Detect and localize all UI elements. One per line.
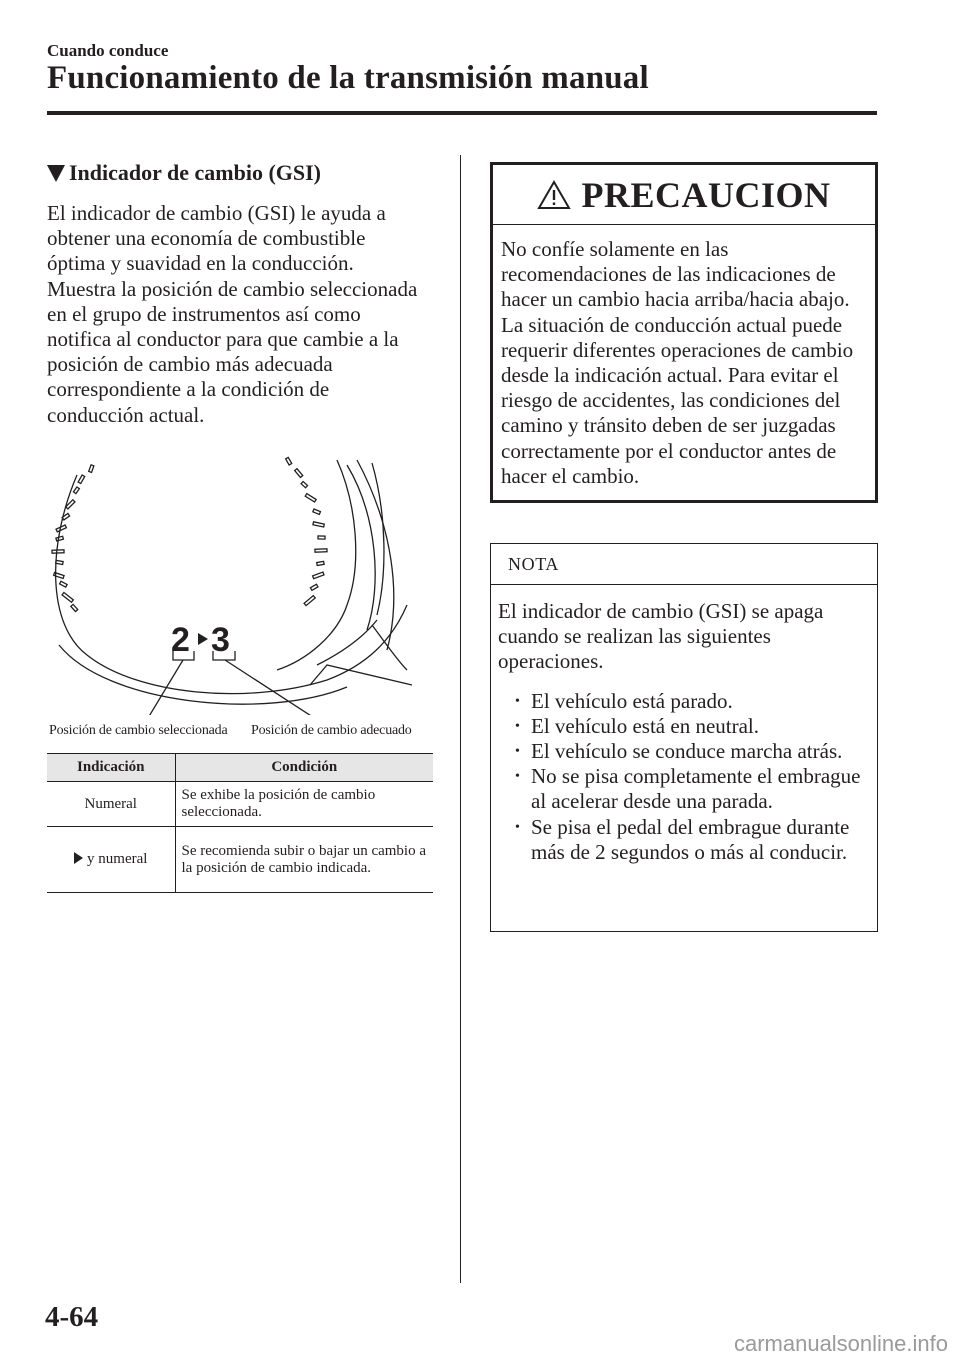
list-item: • El vehículo se conduce marcha atrás. xyxy=(515,739,877,764)
list-item: • El vehículo está parado. xyxy=(515,689,877,714)
indication-table xyxy=(47,753,433,893)
leader-line-suitable xyxy=(225,660,322,715)
warning-triangle-icon xyxy=(537,180,571,210)
section-label: Cuando conduce xyxy=(47,41,169,60)
label-selected-position: Posición de cambio seleccionada xyxy=(49,723,228,738)
caution-box xyxy=(490,162,878,503)
table-cell-indicacion xyxy=(47,827,175,893)
table-row xyxy=(47,827,433,893)
note-title: NOTA xyxy=(491,544,877,585)
table-row xyxy=(47,782,433,827)
watermark: carmanualsonline.info xyxy=(733,1331,948,1356)
gauge-lower-arc xyxy=(59,645,347,704)
gauge-inner-right-arc xyxy=(277,460,356,670)
gauge-outer-arc xyxy=(56,475,407,694)
gauge-right-arc-3 xyxy=(372,463,384,615)
list-item: • El vehículo está en neutral. xyxy=(515,714,877,739)
intro-paragraph: El indicador de cambio (GSI) le ayuda a obtener una economía de combustible óptima y suavidad en la conducción. Muestra la posición de cambio seleccionada en el grupo de instrumentos así como notifica al conductor para que cambie a la posición de cambio más adecuada correspondiente a la condición de conducción actual. xyxy=(47,201,418,427)
gauge-corner-line xyxy=(310,665,412,685)
table-cell-indicacion-text: y numeral xyxy=(87,851,148,867)
note-box xyxy=(490,543,878,932)
caution-title: PRECAUCION xyxy=(581,174,831,215)
table-header-condicion: Condición xyxy=(175,754,433,782)
subsection-heading xyxy=(47,160,321,186)
note-list xyxy=(491,689,877,865)
list-item: • No se pisa completamente el embrague al acelerar desde una parada. xyxy=(515,764,877,814)
shift-arrow-icon xyxy=(74,852,83,864)
column-divider xyxy=(460,155,461,1283)
page-title: Funcionamiento de la transmisión manual xyxy=(47,60,649,96)
header-rule xyxy=(47,111,877,115)
subsection-heading-text: Indicador de cambio (GSI) xyxy=(69,160,322,185)
table-header-row xyxy=(47,754,433,782)
caution-text: No confíe solamente en las recomendaciones de las indicaciones de hacer un cambio hacia arriba/hacia abajo. La situación de conducción actual puede requerir diferentes operaciones de cambio desde la indicación actual. Para evitar el riesgo de accidentes, las condiciones del camino y tránsito deben de ser juzgadas correctamente por el conductor antes de hacer el cambio. xyxy=(501,237,854,488)
right-scale-ticks xyxy=(286,457,327,605)
table-cell-indicacion: Numeral xyxy=(47,782,175,827)
list-item: • Se pisa el pedal del embrague durante más de 2 segundos o más al conducir. xyxy=(515,815,877,865)
label-suitable-position: Posición de cambio adecuado xyxy=(251,723,412,738)
table-header-indicacion: Indicación xyxy=(47,754,175,782)
shift-arrow-icon xyxy=(198,633,208,645)
note-intro: El indicador de cambio (GSI) se apaga cuando se realizan las siguientes operaciones. xyxy=(498,599,824,674)
instrument-cluster-figure xyxy=(47,455,437,715)
page-number: 4-64 xyxy=(45,1301,99,1333)
table-cell-condicion: Se exhibe la posición de cambio seleccionada. xyxy=(175,782,433,827)
suitable-gear-digit: 3 xyxy=(211,621,230,659)
selected-gear-digit: 2 xyxy=(171,621,190,659)
caution-header xyxy=(493,165,875,225)
triangle-marker-icon xyxy=(47,165,65,182)
table-cell-condicion: Se recomienda subir o bajar un cambio a la posición de cambio indicada. xyxy=(175,827,433,893)
